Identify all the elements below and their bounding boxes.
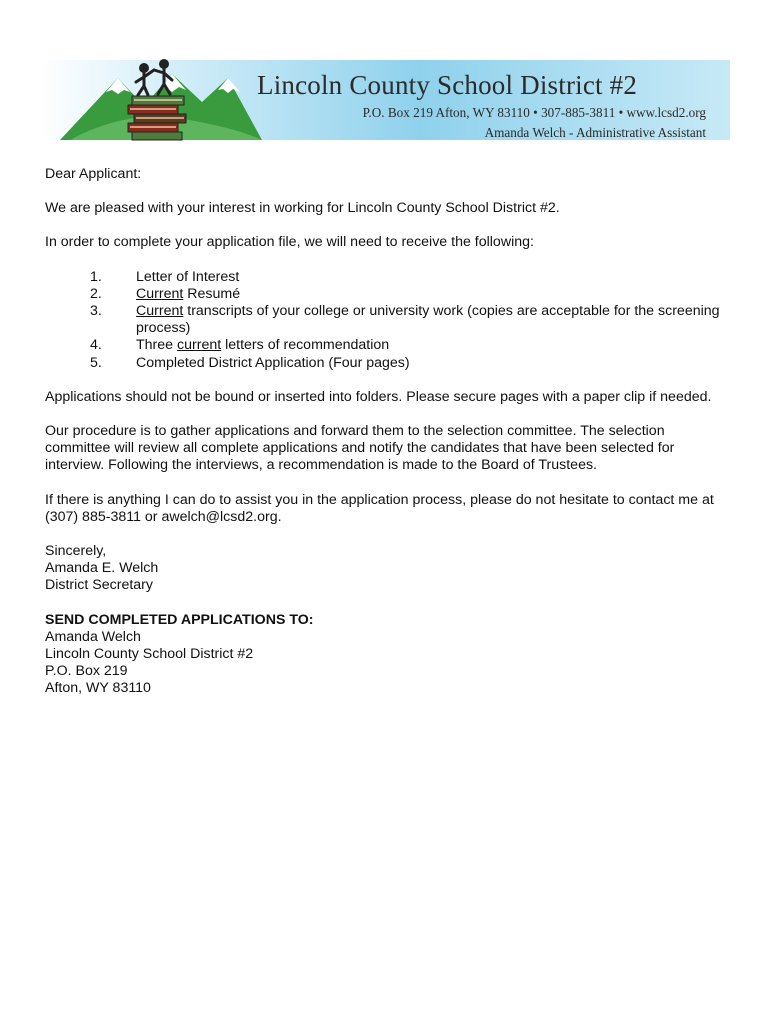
procedure-paragraph: Our procedure is to gather applications and forward them to the selection committee. The selection committee will review all complete applications and notify the candidates that have been selected for interview. Following the interviews, a recommendation is made to the Board of Trustees. <box>45 423 675 474</box>
requirements-list <box>45 269 725 372</box>
address-line: Lincoln County School District #2 <box>45 646 254 663</box>
underlined-word: current <box>177 337 222 354</box>
list-text: transcripts of your college or university work (copies are acceptable for the screening process) <box>136 303 720 337</box>
list-item <box>45 337 725 354</box>
district-address: P.O. Box 219 Afton, WY 83110 • 307-885-3811 • www.lcsd2.org <box>362 105 706 120</box>
list-item <box>45 269 725 286</box>
salutation: Dear Applicant: <box>45 166 142 182</box>
list-number: 1. <box>90 268 102 285</box>
signer-title: District Secretary <box>45 577 153 594</box>
address-line: P.O. Box 219 <box>45 663 128 680</box>
binding-note: Applications should not be bound or inserted into folders. Please secure pages with a paper clip if needed. <box>45 388 712 405</box>
list-item <box>45 355 725 372</box>
list-text: letters of recommendation <box>221 337 390 354</box>
list-number: 5. <box>90 354 102 371</box>
signature-block <box>45 543 725 595</box>
list-text: Letter of Interest <box>136 268 240 285</box>
district-contact: Amanda Welch - Administrative Assistant <box>484 125 706 140</box>
district-name: Lincoln County School District #2 <box>257 70 638 100</box>
list-number: 2. <box>90 285 102 302</box>
address-line: Afton, WY 83110 <box>45 680 151 697</box>
list-text: Three <box>136 337 178 354</box>
letterhead-banner <box>40 48 730 152</box>
requirements-intro: In order to complete your application file, we will need to receive the following: <box>45 234 534 251</box>
list-text: Resumé <box>183 285 241 302</box>
list-item <box>45 303 725 337</box>
list-number: 3. <box>90 303 102 320</box>
send-heading: SEND COMPLETED APPLICATIONS TO: <box>45 611 314 628</box>
underlined-word: Current <box>136 303 184 320</box>
list-item <box>45 286 725 303</box>
signer-name: Amanda E. Welch <box>45 560 159 577</box>
mailing-address-block <box>45 612 725 698</box>
assist-paragraph: If there is anything I can do to assist you in the application process, please do not hesitate to contact me at (307) 885-3811 or awelch@lcsd2.org. <box>45 491 714 525</box>
letter-body <box>45 166 725 698</box>
address-line: Amanda Welch <box>45 628 141 645</box>
list-text: Completed District Application (Four pages) <box>136 354 410 371</box>
closing: Sincerely, <box>45 543 107 560</box>
intro-paragraph: We are pleased with your interest in working for Lincoln County School District #2. <box>45 200 560 217</box>
list-number: 4. <box>90 337 102 354</box>
underlined-word: Current <box>136 285 184 302</box>
